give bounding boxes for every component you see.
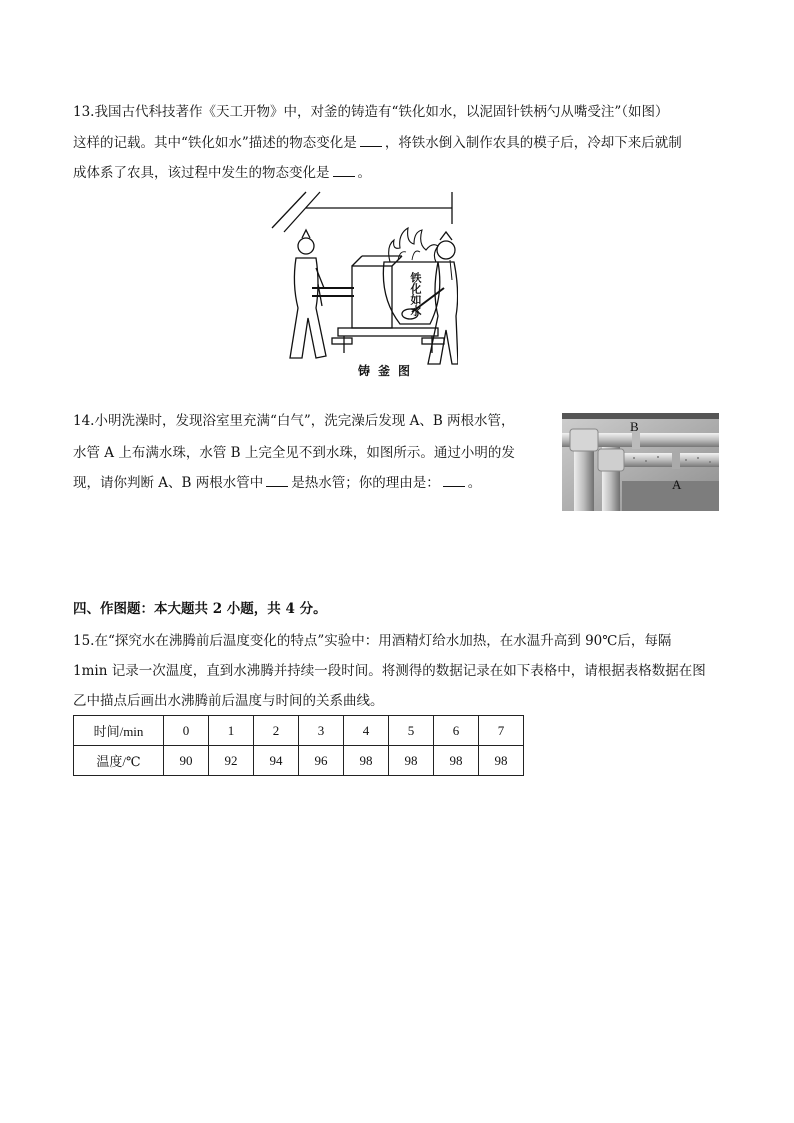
casting-illustration (262, 188, 458, 384)
table-row (74, 746, 524, 776)
q15-line-3: 乙中描点后画出水沸腾前后温度与时间的关系曲线。 (73, 693, 384, 709)
temperature-cell: 96 (299, 746, 344, 776)
q14-line-3-text-c: 。 (467, 475, 482, 491)
time-cell: 3 (299, 716, 344, 746)
temperature-cell: 90 (164, 746, 209, 776)
temperature-cell: 92 (209, 746, 254, 776)
time-cell: 4 (344, 716, 389, 746)
q14-line-3 (73, 474, 481, 492)
q14-answer-blank-1[interactable] (266, 474, 288, 487)
water-pipes-photo (562, 413, 719, 511)
q15-line-2: 1min 记录一次温度，直到水沸腾并持续一段时间。将测得的数据记录在如下表格中，请根据表格数据在图 (73, 663, 706, 679)
q13-line-3 (73, 164, 371, 182)
temperature-cell: 98 (389, 746, 434, 776)
temperature-cell: 98 (434, 746, 479, 776)
q13-line-2 (73, 134, 682, 152)
q13-line-2-text-a: 这样的记载。其中“铁化如水”描述的物态变化是 (73, 135, 357, 151)
time-cell: 5 (389, 716, 434, 746)
time-cell: 6 (434, 716, 479, 746)
q14-answer-blank-2[interactable] (443, 474, 465, 487)
q14-line-3-text-b: 是热水管；你的理由是： (291, 475, 440, 491)
q13-answer-blank-2[interactable] (333, 164, 355, 177)
q13-line-3-text-b: 。 (357, 165, 371, 181)
q14-line-2: 水管 A 上布满水珠，水管 B 上完全见不到水珠，如图所示。通过小明的发 (73, 445, 515, 461)
temperature-table (73, 715, 524, 776)
temperature-cell: 94 (254, 746, 299, 776)
q13-line-1: 13.我国古代科技著作《天工开物》中，对釜的铸造有“铁化如水，以泥固针铁柄勺从嘴受注”（如图） (73, 104, 669, 120)
q14-line-3-text-a: 现，请你判断 A、B 两根水管中 (73, 475, 264, 491)
temperature-cell: 98 (344, 746, 389, 776)
time-cell: 0 (164, 716, 209, 746)
time-header: 时间/min (74, 716, 164, 746)
time-cell: 1 (209, 716, 254, 746)
q13-answer-blank-1[interactable] (360, 134, 382, 147)
table-row (74, 716, 524, 746)
q15-line-1: 15.在“探究水在沸腾前后温度变化的特点”实验中：用酒精灯给水加热，在水温升高到 90℃后，每隔 (73, 633, 672, 649)
temperature-header: 温度/℃ (74, 746, 164, 776)
section-4-title: 四、作图题：本大题共 2 小题，共 4 分。 (73, 601, 327, 617)
q13-line-2-text-b: ，将铁水倒入制作农具的模子后，冷却下来后就制 (384, 135, 682, 151)
time-cell: 7 (479, 716, 524, 746)
q13-line-3-text-a: 成体系了农具，该过程中发生的物态变化是 (73, 165, 330, 181)
figure-caption: 铸釜图 (358, 364, 419, 378)
pot-label: 铁化如水 (409, 272, 422, 316)
time-cell: 2 (254, 716, 299, 746)
pipe-b-label: B (630, 419, 639, 434)
temperature-cell: 98 (479, 746, 524, 776)
q14-line-1: 14.小明洗澡时，发现浴室里充满“白气”，洗完澡后发现 A、B 两根水管， (73, 413, 515, 429)
pipe-a-label: A (672, 477, 682, 492)
